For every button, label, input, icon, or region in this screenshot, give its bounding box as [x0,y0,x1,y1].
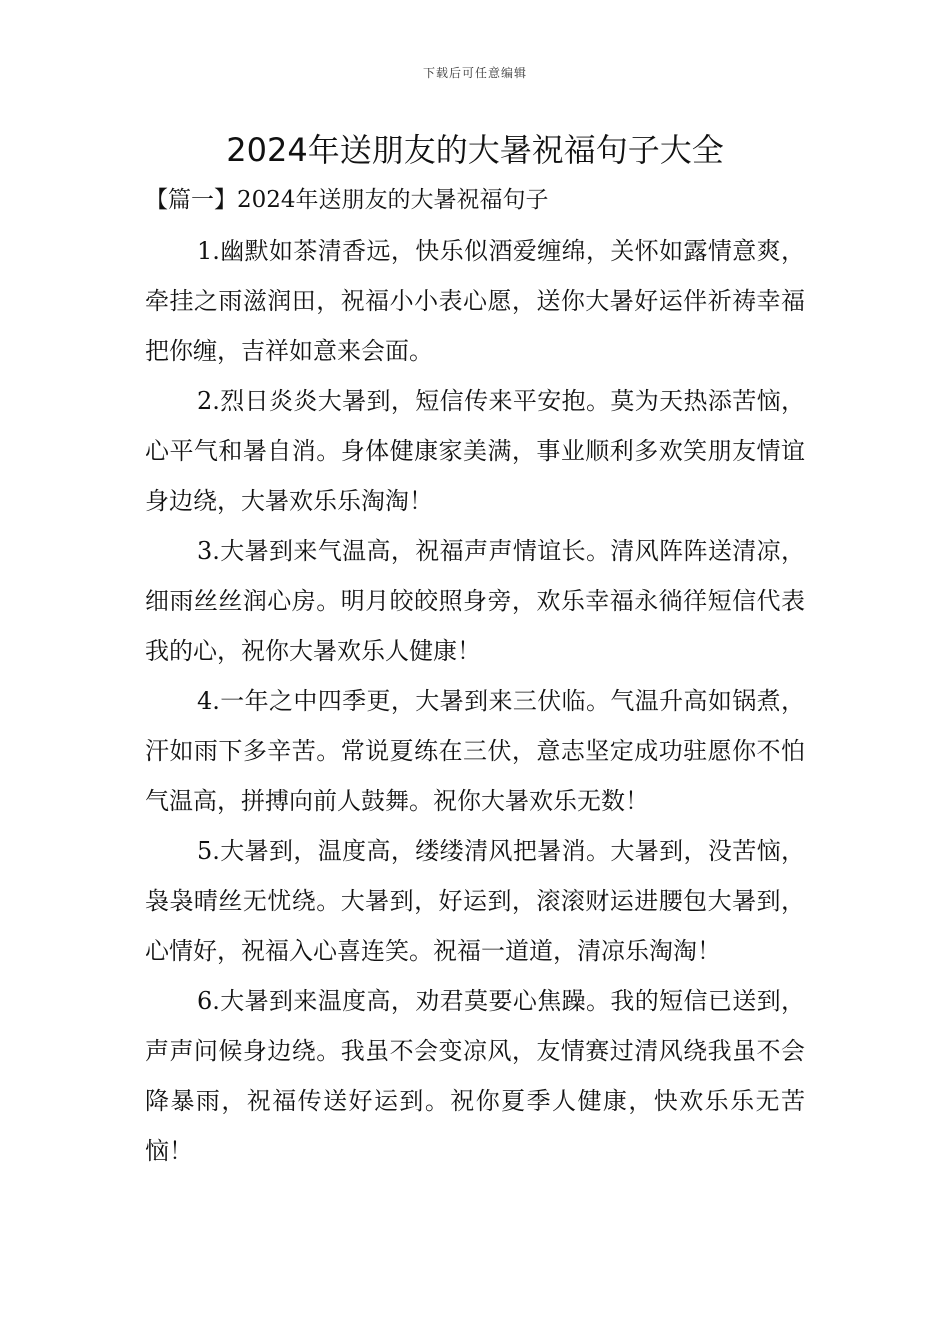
page-title: 2024年送朋友的大暑祝福句子大全 [226,131,724,169]
paragraph-6: 6.大暑到来温度高，劝君莫要心焦躁。我的短信已送到，声声问候身边绕。我虽不会变凉风，友情赛过清风绕我虽不会降暴雨，祝福传送好运到。祝你夏季人健康，快欢乐乐无苦恼！ [145,987,805,1165]
paragraph-5: 5.大暑到，温度高，缕缕清风把暑消。大暑到，没苦恼，袅袅晴丝无忧绕。大暑到，好运到，滚滚财运进腰包大暑到，心情好，祝福入心喜连笑。祝福一道道，清凉乐淘淘！ [145,837,805,965]
paragraph-1: 1.幽默如茶清香远，快乐似酒爱缠绵，关怀如露情意爽，牵挂之雨滋润田，祝福小小表心愿，送你大暑好运伴祈祷幸福把你缠，吉祥如意来会面。 [145,237,805,365]
article-body [145,226,805,1176]
paragraph-2: 2.烈日炎炎大暑到，短信传来平安抱。莫为天热添苦恼，心平气和暑自消。身体健康家美满，事业顺利多欢笑朋友情谊身边绕，大暑欢乐乐淘淘！ [145,387,805,515]
paragraph-3: 3.大暑到来气温高，祝福声声情谊长。清风阵阵送清凉，细雨丝丝润心房。明月皎皎照身旁，欢乐幸福永徜徉短信代表我的心，祝你大暑欢乐人健康！ [145,537,805,665]
paragraph-4: 4.一年之中四季更，大暑到来三伏临。气温升高如锅煮，汗如雨下多辛苦。常说夏练在三伏，意志坚定成功驻愿你不怕气温高，拼搏向前人鼓舞。祝你大暑欢乐无数！ [145,687,805,815]
header-note: 下载后可任意编辑 [422,66,527,80]
section-heading: 【篇一】2024年送朋友的大暑祝福句子 [145,187,549,213]
